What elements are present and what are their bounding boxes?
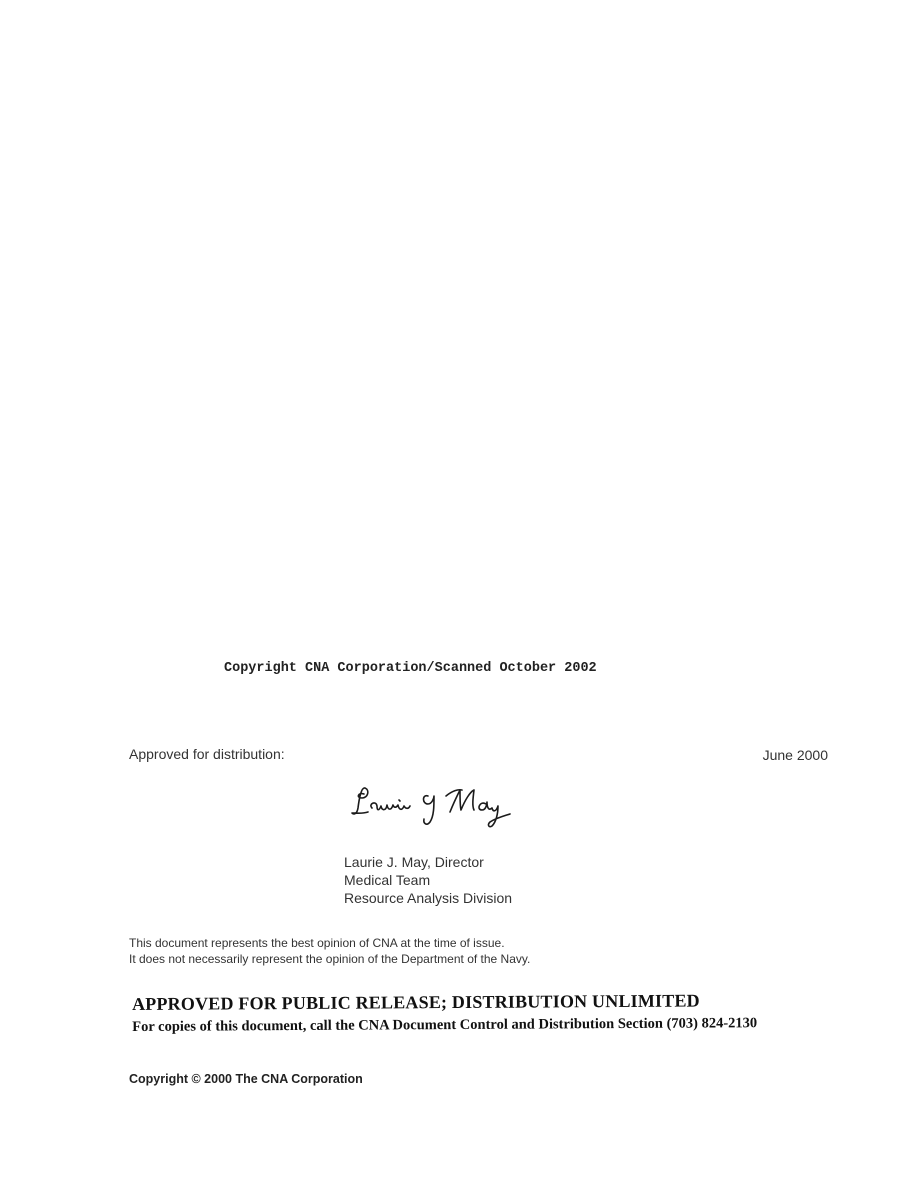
approval-label: Approved for distribution: [129,746,285,762]
release-statement [132,990,852,1036]
signer-block [344,853,512,907]
scan-copyright-notice: Copyright CNA Corporation/Scanned October 2002 [224,661,597,676]
disclaimer [129,935,530,967]
approval-date: June 2000 [762,747,828,763]
signer-division: Resource Analysis Division [344,890,513,906]
release-heading: APPROVED FOR PUBLIC RELEASE; DISTRIBUTION UNLIMITED [132,990,700,1014]
document-copyright: Copyright © 2000 The CNA Corporation [129,1072,363,1086]
signer-name-title: Laurie J. May, Director [344,854,484,870]
copies-contact: For copies of this document, call the CNA Document Control and Distribution Section (703) 824-2130 [132,1015,758,1035]
signer-team: Medical Team [344,872,431,888]
disclaimer-line-2: It does not necessarily represent the opinion of the Department of the Navy. [129,952,531,966]
disclaimer-line-1: This document represents the best opinion of CNA at the time of issue. [129,936,505,950]
signature-image [350,778,520,834]
